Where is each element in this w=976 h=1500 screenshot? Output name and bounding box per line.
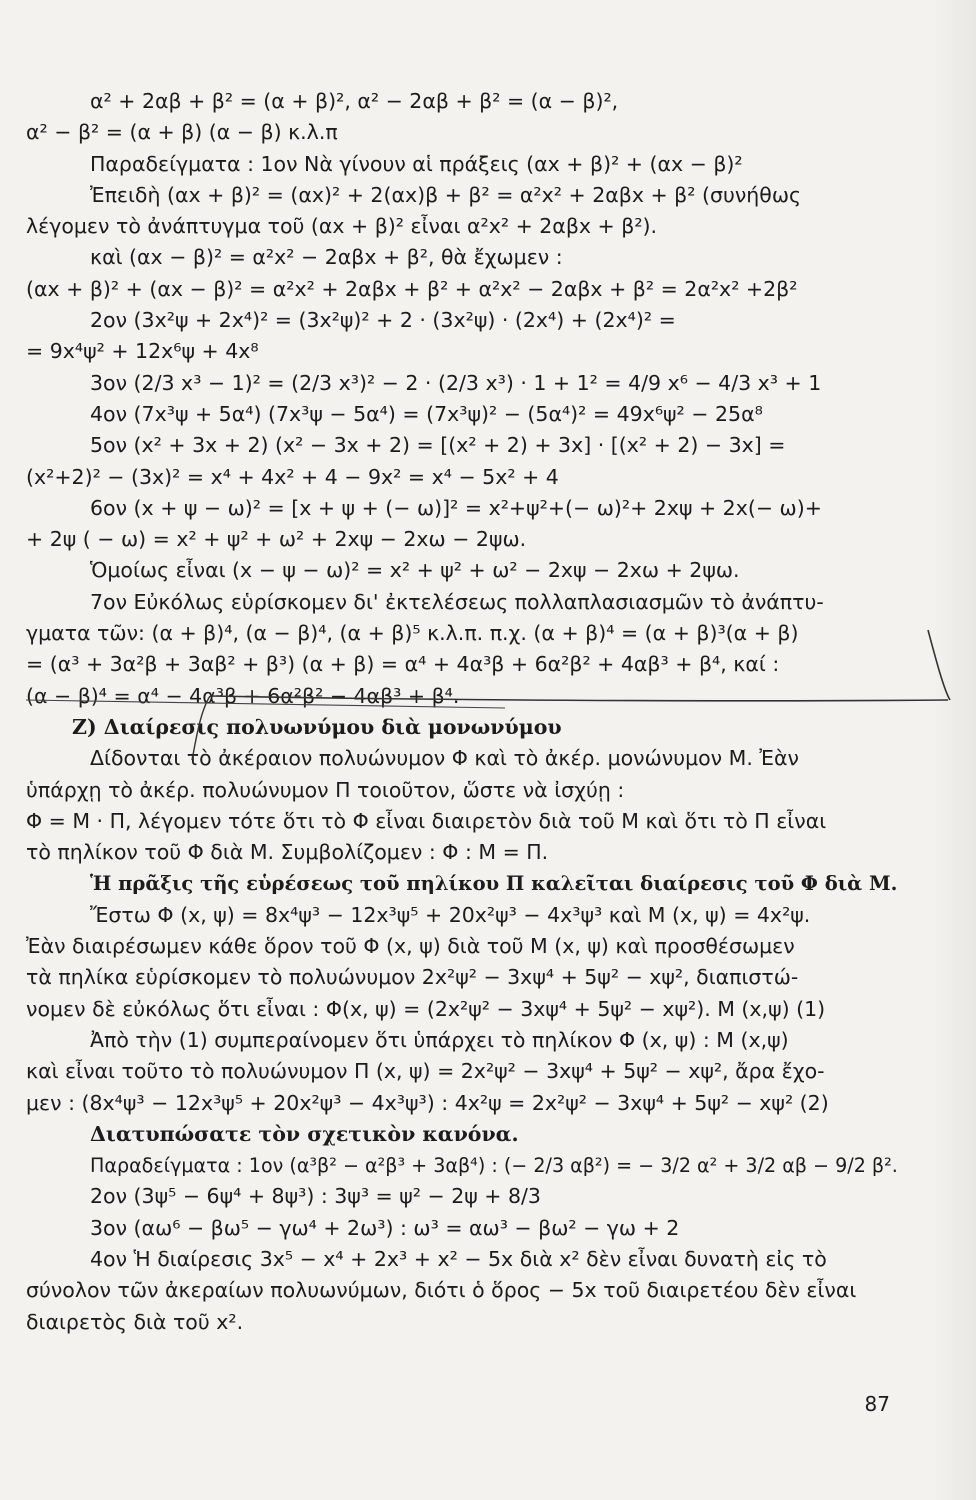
text-line: α² + 2αβ + β² = (α + β)², α² − 2αβ + β² = (α − β)², <box>90 89 619 113</box>
text-line: 2ον (3ψ⁵ − 6ψ⁴ + 8ψ³) : 3ψ³ = ψ² − 2ψ + 8/3 <box>90 1184 541 1209</box>
text-line: καὶ (αx − β)² = α²x² − 2αβx + β², θὰ ἔχωμεν : <box>90 245 563 270</box>
text-line: Δίδονται τὸ ἀκέραιον πολυώνυμον Φ καὶ τὸ ἀκέρ. μονώνυμον Μ. Ἐὰν <box>90 746 799 771</box>
text-line: 2ον (3x²ψ + 2x⁴)² = (3x²ψ)² + 2 · (3x²ψ) · (2x⁴) + (2x⁴)² = <box>90 308 676 333</box>
text-line: γματα τῶν: (α + β)⁴, (α − β)⁴, (α + β)⁵ κ.λ.π. π.χ. (α + β)⁴ = (α + β)³(α + β) <box>26 621 799 646</box>
text-line: Ἐπειδὴ (αx + β)² = (αx)² + 2(αx)β + β² = α²x² + 2αβx + β² (συνήθως <box>90 182 802 207</box>
text-line: σύνολον τῶν ἀκεραίων πολυωνύμων, διότι ὁ ὅρος − 5x τοῦ διαιρετέου δὲν εἶναι <box>26 1278 857 1303</box>
text-line: Φ = Μ · Π, λέγομεν τότε ὅτι τὸ Φ εἶναι διαιρετὸν διὰ τοῦ Μ καὶ ὅτι τὸ Π εἶναι <box>26 808 827 833</box>
text-line: Διατυπώσατε τὸν σχετικὸν κανόνα. <box>90 1121 519 1146</box>
text-line: νομεν δὲ εὐκόλως ὅτι εἶναι : Φ(x, ψ) = (2x²ψ² − 3xψ⁴ + 5ψ² − xψ²). Μ (x,ψ) (1) <box>26 996 826 1021</box>
text-line: + 2ψ ( − ω) = x² + ψ² + ω² + 2xψ − 2xω − 2ψω. <box>26 527 527 552</box>
text-line: 6ον (x + ψ − ω)² = [x + ψ + (− ω)]² = x²+ψ²+(− ω)²+ 2xψ + 2x(− ω)+ <box>90 495 822 520</box>
text-line: 4ον Ἡ διαίρεσις 3x⁵ − x⁴ + 2x³ + x² − 5x διὰ x² δὲν εἶναι δυνατὴ εἰς τὸ <box>90 1246 827 1271</box>
text-line: = 9x⁴ψ² + 12x⁶ψ + 4x⁸ <box>26 339 259 364</box>
text-line: τὸ πηλίκον τοῦ Φ διὰ Μ. Συμβολίζομεν : Φ : Μ = Π. <box>26 840 549 865</box>
text-line: Ἐὰν διαιρέσωμεν κάθε ὅρον τοῦ Φ (x, ψ) διὰ τοῦ Μ (x, ψ) καὶ προσθέσωμεν <box>26 934 795 959</box>
text-line: Παραδείγματα : 1ον (α³β² − α²β³ + 3αβ⁴) : (− 2/3 αβ²) = − 3/2 α² + 3/2 αβ − 9/2 β². <box>90 1154 898 1178</box>
text-line: διαιρετὸς διὰ τοῦ x². <box>26 1309 244 1334</box>
page-number: 87 <box>864 1392 890 1416</box>
text-line: ὑπάρχῃ τὸ ἀκέρ. πολυώνυμον Π τοιοῦτον, ὥστε νὰ ἰσχύῃ : <box>26 777 625 802</box>
text-line: α² − β² = (α + β) (α − β) κ.λ.π <box>26 120 338 145</box>
text-line: λέγομεν τὸ ἀνάπτυγμα τοῦ (αx + β)² εἶναι α²x² + 2αβx + β²). <box>26 214 658 239</box>
text-line: μεν : (8x⁴ψ³ − 12x³ψ⁵ + 20x²ψ³ − 4x³ψ³) : 4x²ψ = 2x²ψ² − 3xψ⁴ + 5ψ² − xψ² (2) <box>26 1090 829 1115</box>
text-line: Ἔστω Φ (x, ψ) = 8x⁴ψ³ − 12x³ψ⁵ + 20x²ψ³ − 4x³ψ³ καὶ Μ (x, ψ) = 4x²ψ. <box>90 902 811 927</box>
text-line: Ὁμοίως εἶναι (x − ψ − ω)² = x² + ψ² + ω² − 2xψ − 2xω + 2ψω. <box>90 558 740 583</box>
text-line: τὰ πηλίκα εὑρίσκομεν τὸ πολυώνυμον 2x²ψ² − 3xψ⁴ + 5ψ² − xψ², διαπιστώ- <box>26 965 799 990</box>
text-line: 3ον (2/3 x³ − 1)² = (2/3 x³)² − 2 · (2/3 x³) · 1 + 1² = 4/9 x⁶ − 4/3 x³ + 1 <box>90 370 822 395</box>
text-line: 7ον Εὐκόλως εὑρίσκομεν δι' ἐκτελέσεως πολλαπλασιασμῶν τὸ ἀνάπτυ- <box>90 589 824 614</box>
text-line: (α − β)⁴ = α⁴ − 4α³β + 6α²β² − 4αβ³ + β⁴. <box>26 683 460 708</box>
text-line: 4ον (7x³ψ + 5α⁴) (7x³ψ − 5α⁴) = (7x³ψ)² − (5α⁴)² = 49x⁶ψ² − 25α⁸ <box>90 401 763 426</box>
facing-page-shadow <box>932 0 976 1500</box>
text-line: (αx + β)² + (αx − β)² = α²x² + 2αβx + β² + α²x² − 2αβx + β² = 2α²x² +2β² <box>26 276 798 301</box>
text-line: Ἡ πρᾶξις τῆς εὑρέσεως τοῦ πηλίκου Π καλεῖται διαίρεσις τοῦ Φ διὰ Μ. <box>90 872 898 896</box>
text-line: Ἀπὸ τὴν (1) συμπεραίνομεν ὅτι ὑπάρχει τὸ πηλίκον Φ (x, ψ) : Μ (x,ψ) <box>90 1027 789 1052</box>
text-line: 3ον (αω⁶ − βω⁵ − γω⁴ + 2ω³) : ω³ = αω³ − βω² − γω + 2 <box>90 1215 680 1240</box>
text-line: Παραδείγματα : 1ον Νὰ γίνουν αἱ πράξεις (αx + β)² + (αx − β)² <box>90 151 743 176</box>
page-text <box>26 86 898 1338</box>
text-line: 5ον (x² + 3x + 2) (x² − 3x + 2) = [(x² + 2) + 3x] · [(x² + 2) − 3x] = <box>90 433 786 458</box>
text-line: Ζ) Διαίρεσις πολυωνύμου διὰ μονωνύμου <box>72 714 562 739</box>
text-line: καὶ εἶναι τοῦτο τὸ πολυώνυμον Π (x, ψ) = 2x²ψ² − 3xψ⁴ + 5ψ² − xψ², ἄρα ἔχο- <box>26 1059 825 1084</box>
text-line: (x²+2)² − (3x)² = x⁴ + 4x² + 4 − 9x² = x⁴ − 5x² + 4 <box>26 464 559 489</box>
text-line: = (α³ + 3α²β + 3αβ² + β³) (α + β) = α⁴ + 4α³β + 6α²β² + 4αβ³ + β⁴, καί : <box>26 652 780 677</box>
